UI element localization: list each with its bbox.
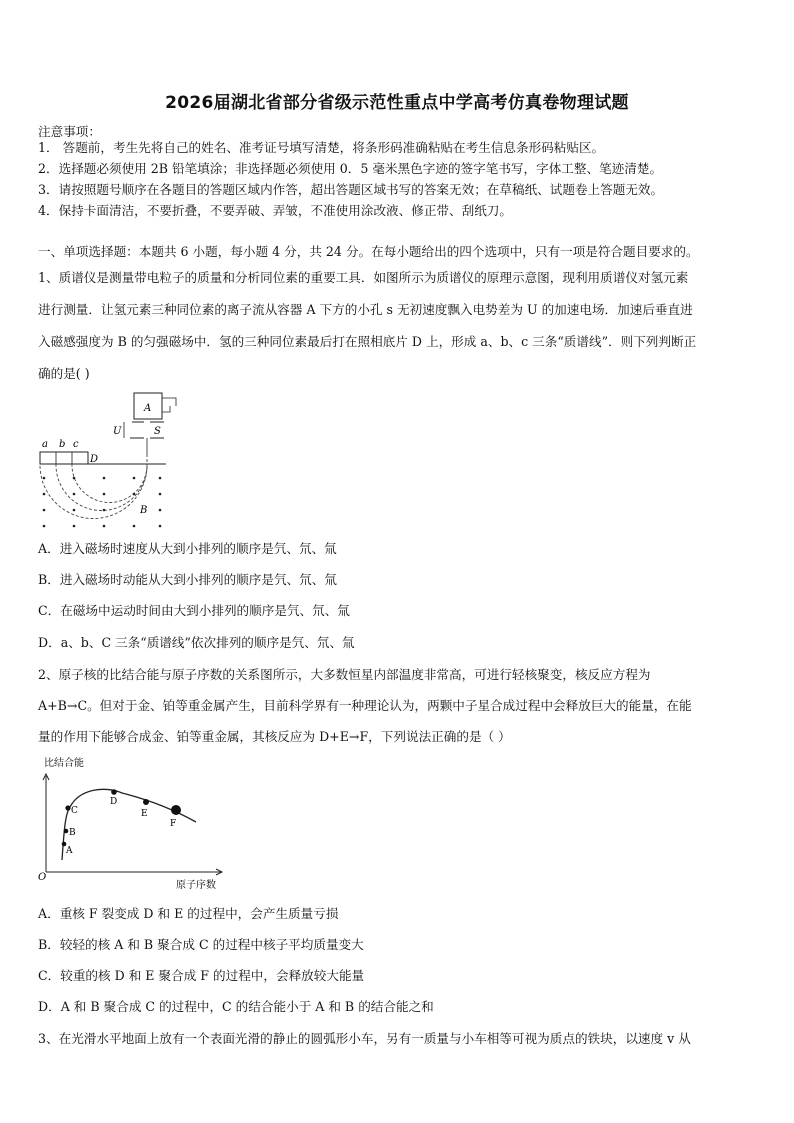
point-f xyxy=(171,805,181,815)
label-slit-s: S xyxy=(154,426,161,437)
question-1-line: 确的是( ) xyxy=(38,366,90,381)
label-voltage-u: U xyxy=(113,426,122,437)
point-label-c: C xyxy=(71,806,78,816)
question-2-line: 2、原子核的比结合能与原子序数的关系图所示，大多数恒星内部温度非常高，可进行轻核聚变，核反应方程为 xyxy=(38,667,651,682)
option-a: A．重核 F 裂变成 D 和 E 的过程中，会产生质量亏损 xyxy=(38,906,339,921)
point-d xyxy=(111,789,117,795)
label-line-c: c xyxy=(73,439,79,450)
point-label-b: B xyxy=(69,828,76,838)
question-2-line: A+B→C。但对于金、铂等重金属产生，目前科学界有一种理论认为，两颗中子星合成过程中会释放巨大的能量，在能 xyxy=(38,698,692,713)
label-container-a: A xyxy=(144,403,152,414)
point-b xyxy=(64,829,69,834)
option-b: B．较轻的核 A 和 B 聚合成 C 的过程中核子平均质量变大 xyxy=(38,937,364,952)
mass-spectrometer-figure xyxy=(36,390,186,530)
notice-item: 3．请按照题号顺序在各题目的答题区域内作答，超出答题区域书写的答案无效；在草稿纸、试题卷上答题无效。 xyxy=(38,182,664,197)
y-axis-label: 比结合能 xyxy=(44,758,84,769)
question-1-line: 进行测量．让氢元素三种同位素的离子流从容器 A 下方的小孔 s 无初速度飘入电势差为 U 的加速电场．加速后垂直进 xyxy=(38,302,693,317)
label-line-b: b xyxy=(59,439,66,450)
page-title: 2026届湖北省部分省级示范性重点中学高考仿真卷物理试题 xyxy=(165,93,629,113)
option-a: A．进入磁场时速度从大到小排列的顺序是氕、氘、氚 xyxy=(38,541,337,556)
point-e xyxy=(143,799,149,805)
section-heading: 一、单项选择题：本题共 6 小题，每小题 4 分，共 24 分。在每小题给出的四个选项中，只有一项是符合题目要求的。 xyxy=(38,244,699,259)
notice-heading: 注意事项： xyxy=(38,124,101,139)
notice-item: 1． 答题前，考生先将自己的姓名、准考证号填写清楚，将条形码准确粘贴在考生信息条形码粘贴区。 xyxy=(38,140,605,155)
label-plate-d: D xyxy=(90,454,99,465)
point-label-e: E xyxy=(141,809,148,819)
binding-energy-figure xyxy=(36,752,236,897)
option-d: D．A 和 B 聚合成 C 的过程中，C 的结合能小于 A 和 B 的结合能之和 xyxy=(38,999,434,1014)
option-c: C．在磁场中运动时间由大到小排列的顺序是氕、氘、氚 xyxy=(38,603,350,618)
notice-item: 4．保持卡面清洁，不要折叠，不要弄破、弄皱，不准使用涂改液、修正带、刮纸刀。 xyxy=(38,203,512,218)
option-b: B．进入磁场时动能从大到小排列的顺序是氕、氘、氚 xyxy=(38,572,337,587)
question-2-line: 量的作用下能够合成金、铂等重金属，其核反应为 D+E→F，下列说法正确的是（ ） xyxy=(38,729,511,744)
point-label-d: D xyxy=(110,797,118,807)
option-c: C．较重的核 D 和 E 聚合成 F 的过程中，会释放较大能量 xyxy=(38,968,365,983)
question-1-line: 1、质谱仪是测量带电粒子的质量和分析同位素的重要工具．如图所示为质谱仪的原理示意图，现利用质谱仪对氢元素 xyxy=(38,270,689,285)
question-1-line: 入磁感强度为 B 的匀强磁场中．氢的三种同位素最后打在照相底片 D 上，形成 a、b、c 三条“质谱线”．则下列判断正 xyxy=(38,334,697,349)
option-d: D．a、b、C 三条“质谱线”依次排列的顺序是氕、氘、氚 xyxy=(38,635,355,650)
origin-label: O xyxy=(38,872,47,883)
label-line-a: a xyxy=(42,439,48,450)
point-label-a: A xyxy=(66,846,73,856)
question-3-line: 3、在光滑水平地面上放有一个表面光滑的静止的圆弧形小车，另有一质量与小车相等可视为质点的铁块，以速度 v 从 xyxy=(38,1031,691,1046)
point-c xyxy=(65,805,70,810)
point-label-f: F xyxy=(170,819,177,829)
notice-item: 2．选择题必须使用 2B 铅笔填涂；非选择题必须使用 0．5 毫米黑色字迹的签字笔书写，字体工整、笔迹清楚。 xyxy=(38,161,663,176)
label-field-b: B xyxy=(140,505,148,516)
x-axis-label: 原子序数 xyxy=(176,880,216,891)
